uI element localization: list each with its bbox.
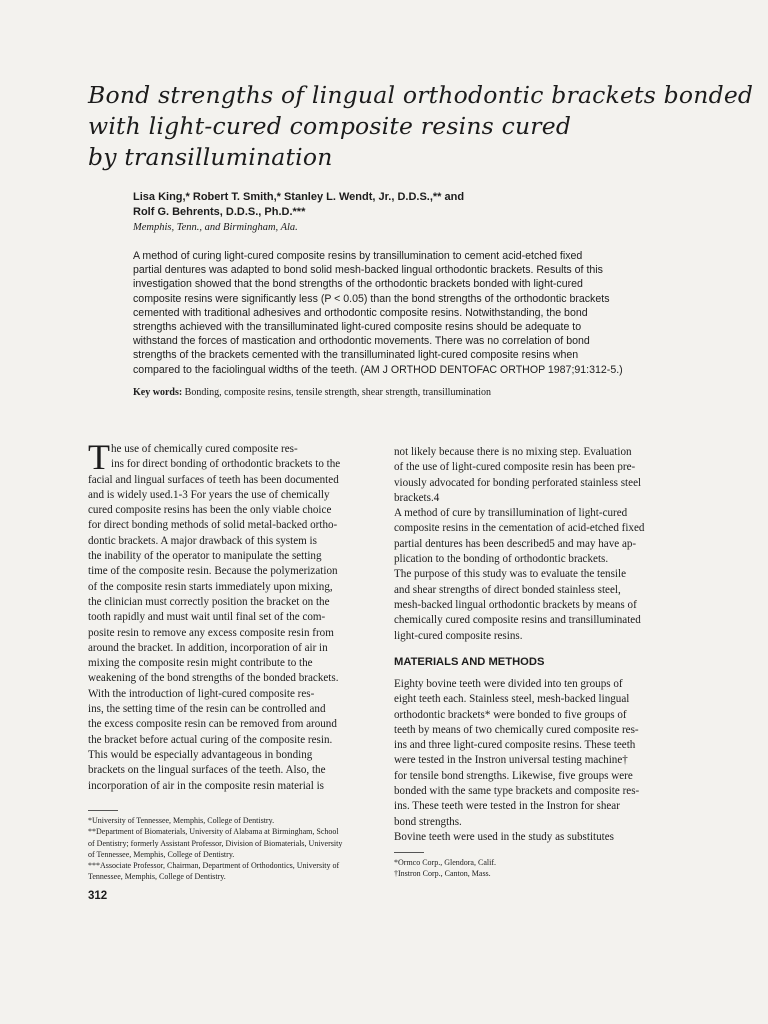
left-column <box>88 437 368 794</box>
author-line-2: Rolf G. Behrents, D.D.S., Ph.D.*** <box>133 206 306 218</box>
body-line: ins, the setting time of the resin can be controlled and <box>88 703 326 716</box>
title-line-3: by transillumination <box>88 143 333 171</box>
page-number: 312 <box>88 890 108 902</box>
body-line: weakening of the bond strengths of the bonded brackets. <box>88 672 339 685</box>
abstract-line: partial dentures was adapted to bond solid mesh-backed lingual orthodontic brackets. Results of this <box>133 264 603 277</box>
footnote: †Instron Corp., Canton, Mass. <box>394 869 491 879</box>
keywords-label: Key words: <box>133 387 183 398</box>
body-line: the clinician must correctly position the bracket on the <box>88 595 330 608</box>
abstract-line: strengths achieved with the transilluminated light-cured composite resins should be adequate to <box>133 321 582 334</box>
title-line-2: with light-cured composite resins cured <box>88 112 572 140</box>
abstract-line: investigation showed that the bond strengths of the orthodontic brackets bonded with light-cured <box>133 278 583 291</box>
footnote: Tennessee, Memphis, College of Dentistry. <box>88 872 226 882</box>
body-line: and is widely used.1-3 For years the use of chemically <box>88 488 330 501</box>
abstract-line: composite resins were significantly less (P < 0.05) than the bond strengths of the orthodontic brackets <box>133 292 610 305</box>
abstract-line: cemented with traditional adhesives and orthodontic composite resins. Notwithstanding, the bond <box>133 306 588 319</box>
body-line: plication to the bonding of orthodontic brackets. <box>394 553 609 566</box>
body-line: ins. These teeth were tested in the Instron for shear <box>394 800 620 813</box>
body-line: ins and three light-cured composite resins. These teeth <box>394 739 636 752</box>
body-line: chemically cured composite resins and transilluminated <box>394 614 641 627</box>
footnotes-left <box>88 815 373 883</box>
body-line: Eighty bovine teeth were divided into ten groups of <box>394 678 623 690</box>
body-line: for direct bonding methods of solid metal-backed ortho- <box>88 519 338 532</box>
body-line: bond strengths. <box>394 815 462 828</box>
body-line: posite resin to remove any excess composite resin from <box>88 626 334 639</box>
body-line: cured composite resins has been the only viable choice <box>88 504 332 517</box>
body-line: incorporation of air in the composite resin material is <box>88 779 324 792</box>
author-line-1: Lisa King,* Robert T. Smith,* Stanley L. Wendt, Jr., D.D.S.,** and <box>133 191 465 203</box>
body-line: ins for direct bonding of orthodontic brackets to the <box>111 458 341 471</box>
body-line: partial dentures has been described5 and may have ap- <box>394 537 637 550</box>
body-line: dontic brackets. A major drawback of this system is <box>88 534 317 547</box>
body-line: orthodontic brackets* were bonded to five groups of <box>394 708 627 721</box>
body-line: tooth rapidly and must wait until final set of the com- <box>88 611 326 624</box>
body-line: eight teeth each. Stainless steel, mesh-backed lingual <box>394 693 630 706</box>
body-line: The purpose of this study was to evaluate the tensile <box>394 568 626 581</box>
drop-cap: T <box>88 437 110 477</box>
footnote: ***Associate Professor, Chairman, Department of Orthodontics, University of <box>88 861 340 871</box>
keywords-text: Bonding, composite resins, tensile strength, shear strength, transillumination <box>184 387 492 398</box>
body-line: the excess composite resin can be removed from around <box>88 718 337 731</box>
body-line: light-cured composite resins. <box>394 629 523 642</box>
body-line: for tensile bond strengths. Likewise, five groups were <box>394 769 633 782</box>
body-line: and shear strengths of direct bonded stainless steel, <box>394 583 621 596</box>
body-line: A method of cure by transillumination of light-cured <box>394 507 628 520</box>
footnote: of Tennessee, Memphis, College of Dentistry. <box>88 849 235 859</box>
methods-text <box>394 677 679 845</box>
footnote: of Dentistry; formerly Assistant Professor, Division of Biomaterials, University <box>88 838 343 848</box>
abstract <box>133 249 653 377</box>
right-column <box>394 445 679 644</box>
abstract-line: strengths of the brackets cemented with the transilluminated light-cured composite resins when <box>133 349 579 362</box>
footnote: *Ormco Corp., Glendora, Calif. <box>394 858 496 867</box>
body-line: the bracket before actual curing of the composite resin. <box>88 733 333 746</box>
body-line: around the bracket. In addition, incorporation of air in <box>88 641 328 654</box>
abstract-line: compared to the faciolingual widths of the teeth. (AM J ORTHOD DENTOFAC ORTHOP 1987;91:312-5.) <box>133 363 623 376</box>
body-line: not likely because there is no mixing step. Evaluation <box>394 446 632 458</box>
body-line: brackets on the lingual surfaces of the teeth. Also, the <box>88 764 326 777</box>
section-heading: MATERIALS AND METHODS <box>394 656 545 668</box>
body-line: he use of chemically cured composite res- <box>111 443 298 455</box>
body-line: brackets.4 <box>394 491 440 504</box>
body-line: of the composite resin starts immediately upon mixing, <box>88 580 333 593</box>
footnote: **Department of Biomaterials, University of Alabama at Birmingham, School <box>88 827 339 837</box>
body-line: composite resins in the cementation of acid-etched fixed <box>394 522 645 535</box>
body-line: bonded with the same type brackets and composite res- <box>394 785 640 798</box>
footnote: *University of Tennessee, Memphis, College of Dentistry. <box>88 816 275 825</box>
author-affiliation: Memphis, Tenn., and Birmingham, Ala. <box>133 222 298 233</box>
article-title <box>88 80 754 173</box>
body-line: of the use of light-cured composite resin has been pre- <box>394 461 636 474</box>
body-line: teeth by means of two chemically cured composite res- <box>394 723 639 736</box>
body-line: This would be especially advantageous in bonding <box>88 748 313 761</box>
body-line: time of the composite resin. Because the polymerization <box>88 565 338 578</box>
body-line: mixing the composite resin might contribute to the <box>88 657 313 670</box>
body-line: mesh-backed lingual orthodontic brackets by means of <box>394 598 637 611</box>
title-line-1: Bond strengths of lingual orthodontic brackets bonded <box>88 81 754 109</box>
abstract-line: withstand the forces of mastication and orthodontic movements. There was no correlation of bond <box>133 335 590 348</box>
body-line: Bovine teeth were used in the study as substitutes <box>394 830 614 843</box>
footnote-divider <box>88 810 118 811</box>
body-line: facial and lingual surfaces of teeth has been documented <box>88 473 339 486</box>
footnotes-right <box>394 857 674 880</box>
author-list <box>133 190 673 220</box>
body-line: the inability of the operator to manipulate the setting <box>88 550 322 563</box>
abstract-line: A method of curing light-cured composite resins by transillumination to cement acid-etched fixed <box>133 250 583 262</box>
footnote-divider <box>394 852 424 853</box>
body-line: were tested in the Instron universal testing machine† <box>394 754 628 767</box>
keywords <box>133 387 491 398</box>
body-line: With the introduction of light-cured composite res- <box>88 687 315 700</box>
body-line: viously advocated for bonding perforated stainless steel <box>394 476 642 489</box>
